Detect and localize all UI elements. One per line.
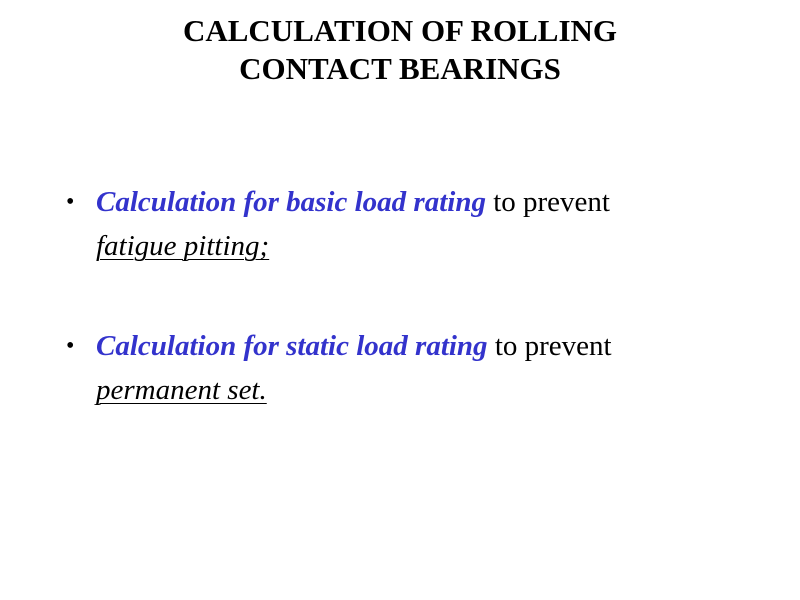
bullet-emphasis: Calculation for static load rating [96, 330, 488, 362]
bullet-underlined-term: fatigue pitting; [96, 230, 270, 262]
slide-title [0, 12, 800, 88]
bullet-connector: to prevent [487, 330, 612, 362]
bullet-underlined-term: permanent set. [96, 374, 267, 406]
title-line-2: CONTACT BEARINGS [239, 51, 561, 86]
bullet-icon: • [66, 189, 75, 215]
bullet-emphasis: Calculation for basic load rating [96, 186, 486, 218]
bullet-item-static-load-rating [66, 324, 766, 412]
bullet-item-basic-load-rating [66, 180, 766, 268]
bullet-connector: to prevent [485, 186, 610, 218]
bullet-list [66, 180, 766, 468]
title-line-1: CALCULATION OF ROLLING [182, 13, 618, 48]
bullet-icon: • [66, 333, 75, 359]
